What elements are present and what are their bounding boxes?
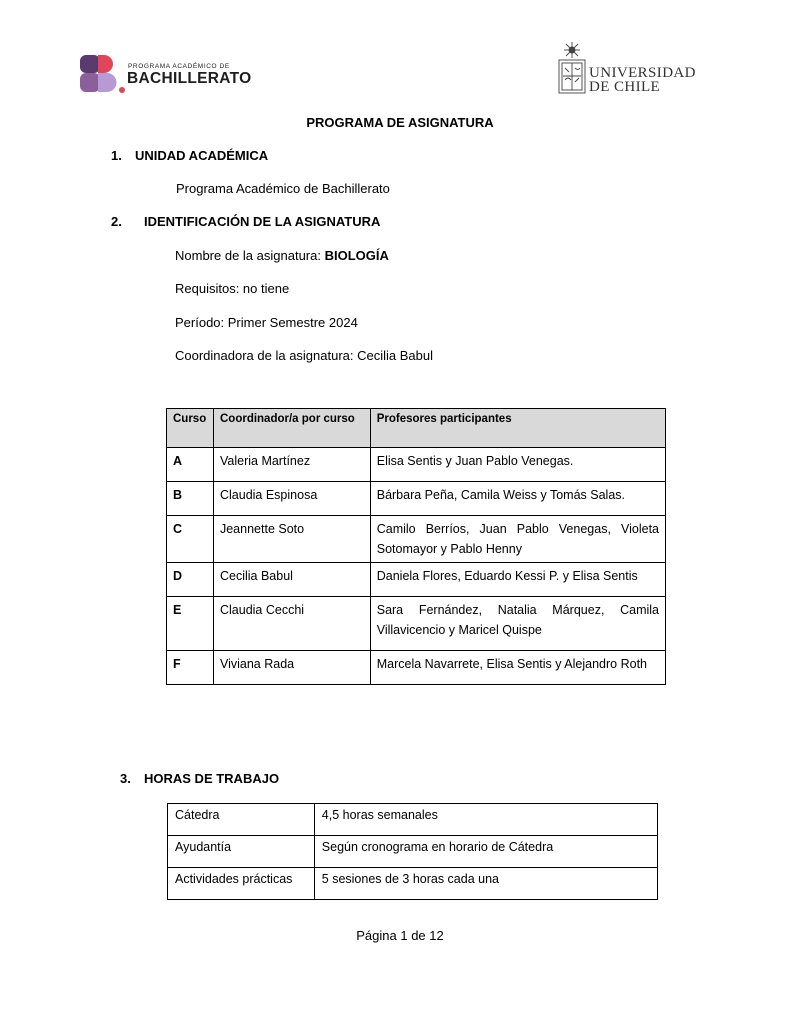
requisitos-text: Requisitos: no tiene: [175, 281, 290, 296]
header-coordinador: Coordinador/a por curso: [213, 409, 370, 448]
coordinador-cell: Cecilia Babul: [213, 563, 370, 597]
section-1-number: 1.: [111, 148, 122, 163]
hours-value-cell: 4,5 horas semanales: [314, 804, 657, 836]
university-name-line1: UNIVERSIDAD: [589, 65, 696, 81]
header-profesores: Profesores participantes: [370, 409, 665, 448]
universidad-de-chile-logo: [556, 40, 696, 100]
hours-value-cell: Según cronograma en horario de Cátedra: [314, 836, 657, 868]
bachillerato-logo-big-text: BACHILLERATO: [127, 70, 252, 87]
section-3-number: 3.: [120, 771, 131, 786]
periodo-text: Período: Primer Semestre 2024: [175, 315, 358, 330]
table-row: [167, 516, 666, 563]
hours-activity-cell: Actividades prácticas: [168, 868, 315, 900]
header-curso: Curso: [167, 409, 214, 448]
university-name: [589, 66, 696, 94]
curso-cell: E: [167, 597, 214, 651]
profesores-cell: Bárbara Peña, Camila Weiss y Tomás Salas.: [370, 482, 665, 516]
university-name-line2: DE CHILE: [589, 79, 661, 95]
table-row: [167, 563, 666, 597]
page-title: PROGRAMA DE ASIGNATURA: [306, 115, 494, 130]
profesores-cell: Marcela Navarrete, Elisa Sentis y Alejandro Roth: [370, 651, 665, 685]
section-3-heading: [120, 771, 279, 786]
table-row: [168, 868, 658, 900]
course-table-header-row: [167, 409, 666, 448]
section-2-title: IDENTIFICACIÓN DE LA ASIGNATURA: [144, 214, 381, 229]
coordinador-cell: Claudia Cecchi: [213, 597, 370, 651]
nombre-asignatura-label: Nombre de la asignatura:: [175, 248, 325, 263]
section-3-title: HORAS DE TRABAJO: [144, 771, 280, 786]
hours-table: [167, 803, 658, 900]
bachillerato-logo: [80, 52, 250, 96]
profesores-cell: Daniela Flores, Eduardo Kessi P. y Elisa Sentis: [370, 563, 665, 597]
hours-activity-cell: Ayudantía: [168, 836, 315, 868]
profesores-cell: Elisa Sentis y Juan Pablo Venegas.: [370, 448, 665, 482]
unidad-academica-text: Programa Académico de Bachillerato: [176, 181, 390, 196]
coordinadora-text: Coordinadora de la asignatura: Cecilia Babul: [175, 348, 433, 363]
table-row: [167, 482, 666, 516]
curso-cell: B: [167, 482, 214, 516]
coordinador-cell: Valeria Martínez: [213, 448, 370, 482]
hours-value-cell: 5 sesiones de 3 horas cada una: [314, 868, 657, 900]
profesores-cell: Camilo Berríos, Juan Pablo Venegas, Violeta Sotomayor y Pablo Henny: [370, 516, 665, 563]
course-table: [166, 408, 666, 685]
university-seal-icon: [556, 40, 588, 96]
coordinador-cell: Claudia Espinosa: [213, 482, 370, 516]
hours-activity-cell: Cátedra: [168, 804, 315, 836]
nombre-asignatura-value: BIOLOGÍA: [324, 248, 389, 263]
table-row: [168, 836, 658, 868]
coordinador-cell: Viviana Rada: [213, 651, 370, 685]
page-number: Página 1 de 12: [356, 928, 444, 943]
table-row: [167, 651, 666, 685]
nombre-asignatura: [175, 248, 389, 263]
section-1-title: UNIDAD ACADÉMICA: [135, 148, 269, 163]
bachillerato-logo-small-text: PROGRAMA ACADÉMICO DE: [128, 63, 230, 70]
curso-cell: C: [167, 516, 214, 563]
table-row: [168, 804, 658, 836]
curso-cell: A: [167, 448, 214, 482]
profesores-cell: Sara Fernández, Natalia Márquez, Camila Villavicencio y Maricel Quispe: [370, 597, 665, 651]
curso-cell: D: [167, 563, 214, 597]
curso-cell: F: [167, 651, 214, 685]
coordinador-cell: Jeannette Soto: [213, 516, 370, 563]
section-1-heading: [111, 148, 268, 163]
bachillerato-logo-mark-icon: [80, 54, 126, 94]
table-row: [167, 448, 666, 482]
section-2-number: 2.: [111, 214, 122, 229]
section-2-heading: [111, 214, 380, 229]
table-row: [167, 597, 666, 651]
